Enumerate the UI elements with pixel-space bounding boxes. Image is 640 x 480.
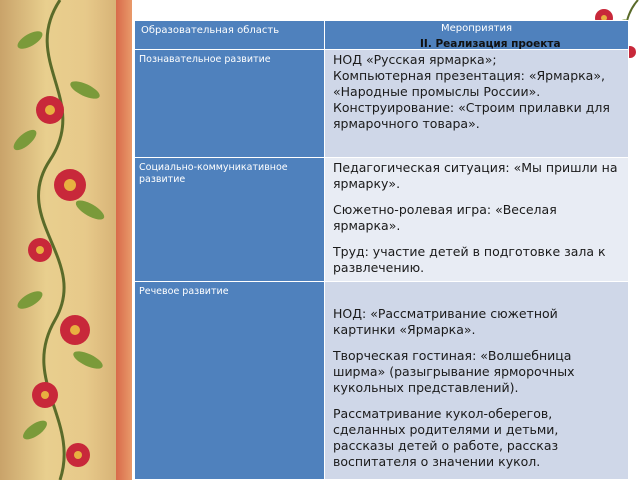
table-row xyxy=(135,282,629,480)
event-item: Труд: участие детей в подготовке зала к развлечению. xyxy=(333,244,606,275)
area-speech: Речевое развитие xyxy=(135,282,325,480)
event-item: НОД: «Рассматривание сюжетной картинки «Ярмарка». xyxy=(333,306,558,337)
project-table xyxy=(134,20,629,480)
floral-border-decoration xyxy=(0,0,132,480)
area-social: Социально-коммуникативное развитие xyxy=(135,158,325,282)
event-item: Компьютерная презентация: «Ярмарка», «Народные промыслы России». xyxy=(333,68,605,99)
event-item: Рассматривание кукол-оберегов, сделанных родителями и детьми, рассказы детей о работе, рассказ воспитателя о значении кукол. xyxy=(333,406,559,469)
border-stripe xyxy=(116,0,132,480)
area-cognitive: Познавательное развитие xyxy=(135,50,325,158)
header-area: Образовательная область xyxy=(135,21,325,50)
event-item: Педагогическая ситуация: «Мы пришли на ярмарку». xyxy=(333,160,618,191)
table-row xyxy=(135,158,629,282)
event-item: НОД «Русская ярмарка»; xyxy=(333,52,497,67)
events-speech xyxy=(325,282,629,480)
event-item: Творческая гостиная: «Волшебница ширма» (разыгрывание ярморочных кукольных представлений). xyxy=(333,348,575,395)
event-item: Сюжетно-ролевая игра: «Веселая ярмарка». xyxy=(333,202,557,233)
floral-ornament-icon xyxy=(0,0,132,480)
events-social xyxy=(325,158,629,282)
events-cognitive xyxy=(325,50,629,158)
slide-title: II. Реализация проекта xyxy=(420,38,561,50)
event-item: Конструирование: «Строим прилавки для ярмарочного товара». xyxy=(333,100,610,131)
table-row xyxy=(135,50,629,158)
header-events: Мероприятия xyxy=(325,21,629,50)
